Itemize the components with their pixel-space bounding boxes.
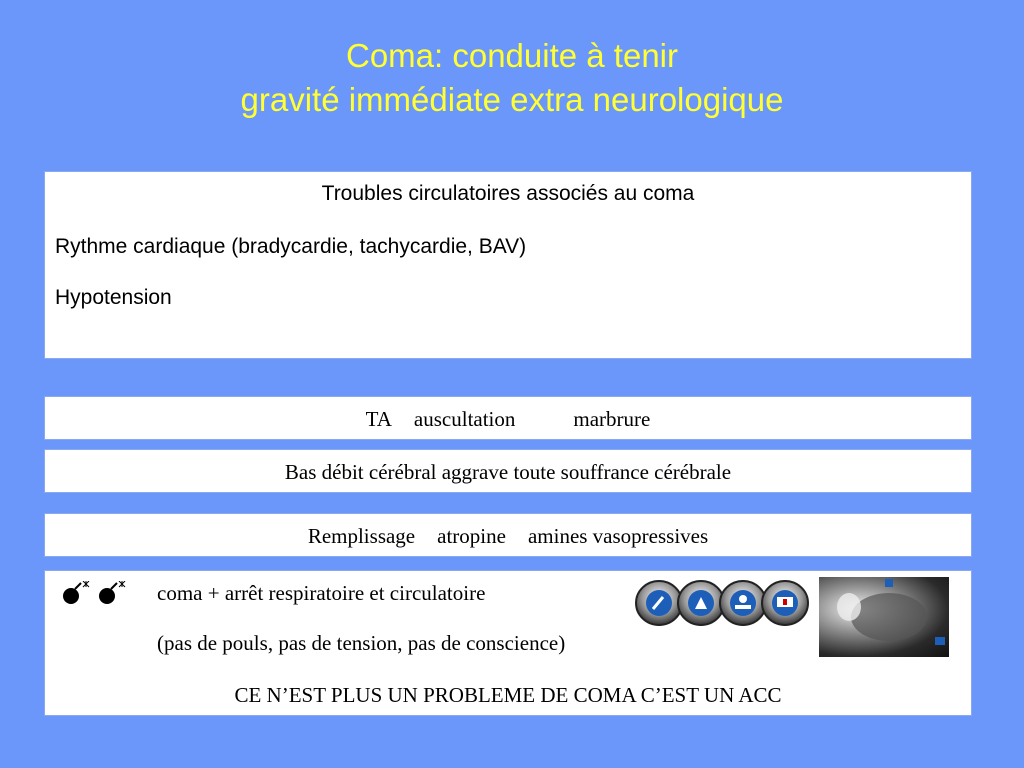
- treatment-box: [44, 513, 972, 557]
- acc-box: [44, 570, 972, 716]
- title-line-1: Coma: conduite à tenir: [345, 37, 678, 74]
- statement-text: Bas débit cérébral aggrave toute souffrance cérébrale: [284, 460, 732, 484]
- emergency-pictograms-icon: [635, 577, 815, 629]
- acc-line-2: (pas de pouls, pas de tension, pas de conscience): [157, 631, 566, 655]
- exams-box: [44, 396, 972, 440]
- exam-marbrure: marbrure: [573, 407, 651, 431]
- treatment-atropine: atropine: [437, 524, 506, 548]
- treatment-remplissage: Remplissage: [307, 524, 416, 548]
- box1-item-hypotension: Hypotension: [55, 286, 172, 309]
- bomb-symbols-icon: [61, 581, 141, 611]
- circulatory-troubles-box: [44, 171, 972, 359]
- acc-line-1: coma + arrêt respiratoire et circulatoire: [157, 581, 486, 605]
- box1-heading: Troubles circulatoires associés au coma: [321, 182, 695, 205]
- photo-detail-icon: [819, 577, 949, 657]
- title-line-2: gravité immédiate extra neurologique: [240, 81, 784, 118]
- acc-conclusion: CE N’EST PLUS UN PROBLEME DE COMA C’EST UN ACC: [234, 683, 782, 707]
- box1-item-rhythm: Rythme cardiaque (bradycardie, tachycardie, BAV): [55, 235, 527, 258]
- bomb-icon: [61, 581, 141, 605]
- treatment-amines: amines vasopressives: [527, 524, 709, 548]
- resuscitation-photo: [819, 577, 949, 657]
- exam-ta: TA: [365, 407, 392, 431]
- slide-title: [0, 34, 1024, 122]
- exam-auscultation: auscultation: [413, 407, 516, 431]
- statement-box: [44, 449, 972, 493]
